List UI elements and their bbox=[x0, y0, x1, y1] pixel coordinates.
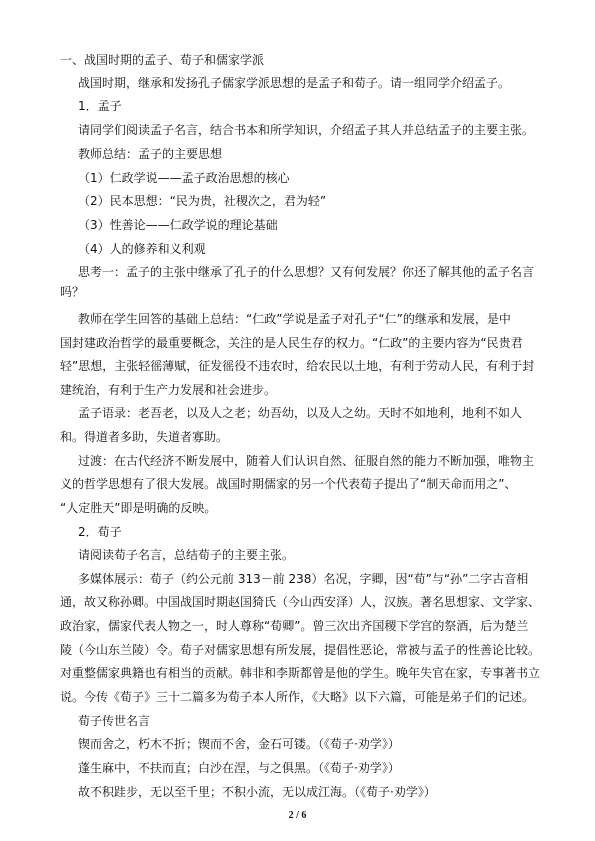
mencius-quote: 孟子语录：老吾老，以及人之老；幼吾幼，以及人之幼。天时不如地利，地利不如人 bbox=[78, 406, 523, 420]
mencius-quote: 和。得道者多助，失道者寡助。 bbox=[60, 430, 229, 444]
think-question-cont: 吗？ bbox=[60, 285, 85, 299]
media-paragraph: 说。今传《荀子》三十二篇多为荀子本人所作，《大略》以下六篇，可能是弟子们的记述。 bbox=[60, 690, 535, 704]
mencius-prompt: 请同学们阅读孟子名言，结合书本和所学知识，介绍孟子其人并总结孟子的主要主张。 bbox=[78, 123, 535, 137]
transition-paragraph: 过渡：在古代经济不断发展中，随着人们认识自然、征服自然的能力不断加强，唯物主 bbox=[78, 454, 535, 468]
teacher-paragraph: 教师在学生回答的基础上总结：“仁政”学说是孟子对孔子“仁”的继承和发展，是中 bbox=[78, 312, 511, 326]
media-paragraph: 多媒体展示：荀子（约公元前 313－前 238）名况，字卿，因“荀”与“孙”二字古音相 bbox=[78, 572, 529, 586]
transition-paragraph: “人定胜天”即是明确的反映。 bbox=[60, 501, 217, 515]
teacher-paragraph: 建统治，有利于生产力发展和社会进步。 bbox=[60, 383, 277, 397]
intro-paragraph: 战国时期，继承和发扬孔子儒家学派思想的是孟子和荀子。请一组同学介绍孟子。 bbox=[78, 76, 511, 90]
media-paragraph: 陵（今山东兰陵）令。荀子对儒家思想有所发展，提倡性恶论，常被与孟子的性善论比较。 bbox=[60, 643, 541, 657]
teacher-paragraph: 国封建政治哲学的最重要概念，关注的是人民生存的权力。“仁政”的主要内容为“民贵君 bbox=[60, 336, 523, 350]
subsection-title-mencius: 1．孟子 bbox=[78, 99, 122, 113]
transition-paragraph: 义的哲学思想有了很大发展。战国时期儒家的另一个代表荀子提出了“制天命而用之”、 bbox=[60, 477, 517, 491]
media-paragraph: 通，故又称孙卿。中国战国时期赵国猗氏（今山西安泽）人，汉族。著名思想家、文学家、 bbox=[60, 595, 541, 609]
saying-item: 锲而舍之，朽木不折；锲而不舍，金石可镂。（《荀子·劝学》） bbox=[78, 737, 400, 751]
subsection-title-xunzi: 2．荀子 bbox=[78, 525, 122, 539]
xunzi-prompt: 请阅读荀子名言，总结荀子的主要主张。 bbox=[78, 548, 295, 562]
media-paragraph: 政治家，儒家代表人物之一，时人尊称“荀卿”。曾三次出齐国稷下学宫的祭酒，后为楚兰 bbox=[60, 619, 529, 633]
point-item: （1）仁政学说——孟子政治思想的核心 bbox=[78, 171, 290, 185]
sayings-title: 荀子传世名言 bbox=[78, 714, 151, 728]
point-item: （3）性善论——仁政学说的理论基础 bbox=[78, 218, 278, 232]
saying-item: 故不积跬步，无以至千里；不积小流，无以成江海。（《荀子·劝学》） bbox=[78, 785, 436, 799]
point-item: （2）民本思想：“民为贵，社稷次之，君为轻” bbox=[78, 194, 327, 208]
teacher-paragraph: 轻”思想，主张轻徭薄赋，征发徭役不违农时，给农民以土地，有利于劳动人民，有利于封 bbox=[60, 359, 535, 373]
media-paragraph: 对重整儒家典籍也有相当的贡献。韩非和李斯都曾是他的学生。晚年失官在家，专事著书立 bbox=[60, 666, 541, 680]
page-number: 2 / 6 bbox=[288, 810, 307, 821]
section-heading: 一、战国时期的孟子、荀子和儒家学派 bbox=[60, 53, 265, 67]
teacher-summary-label: 教师总结：孟子的主要思想 bbox=[78, 147, 223, 161]
point-item: （4）人的修养和义利观 bbox=[78, 242, 206, 256]
saying-item: 蓬生麻中，不扶而直；白沙在涅，与之俱黑。（《荀子·劝学》） bbox=[78, 761, 400, 775]
think-question: 思考一：孟子的主张中继承了孔子的什么思想？又有何发展？你还了解其他的孟子名言 bbox=[78, 265, 535, 279]
